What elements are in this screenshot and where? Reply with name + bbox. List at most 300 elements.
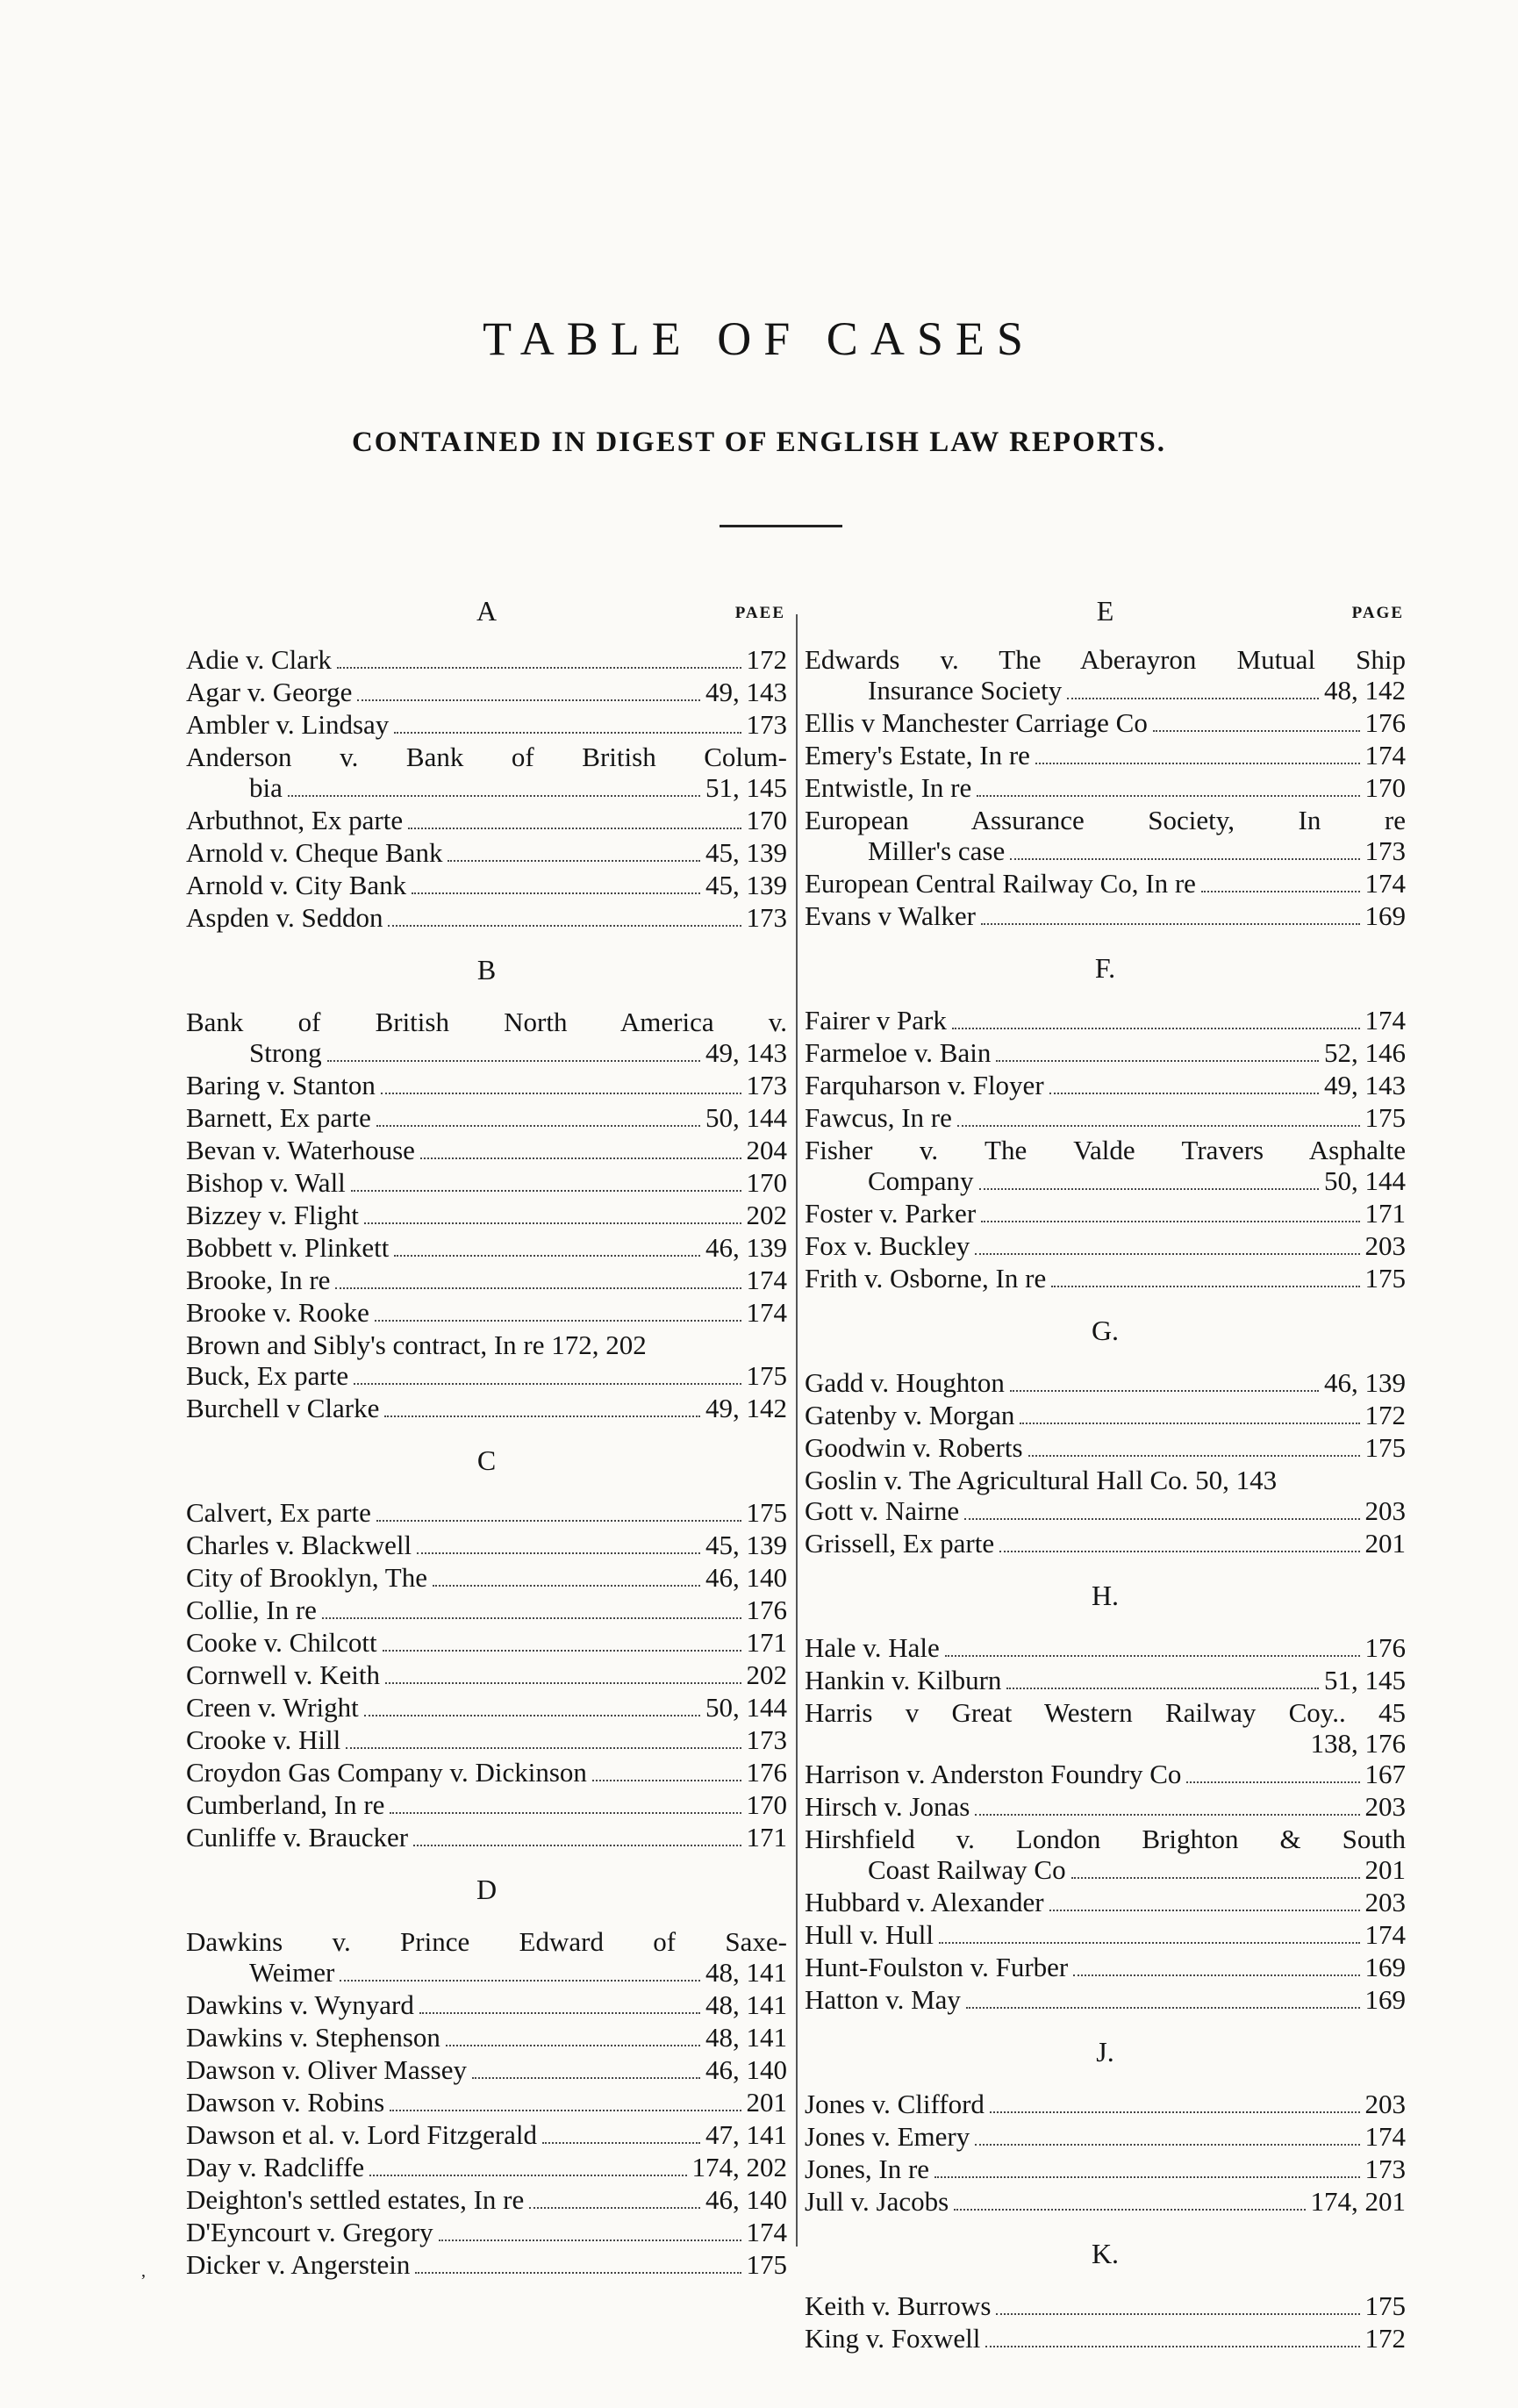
case-entry — [186, 709, 787, 742]
case-name: Bishop v. Wall — [186, 1167, 346, 1198]
case-name: Bobbett v. Plinkett — [186, 1232, 390, 1263]
section-letter: B — [476, 954, 497, 985]
dot-leader — [375, 1320, 741, 1322]
dot-leader — [346, 1747, 741, 1749]
case-entry — [186, 1757, 787, 1789]
section-letter: K. — [1091, 2238, 1120, 2269]
page-ref: 169 — [1364, 1952, 1406, 1982]
page-ref: 50, 144 — [1324, 1165, 1406, 1196]
case-name: Keith v. Burrows — [805, 2290, 992, 2321]
case-entry — [805, 1495, 1406, 1528]
case-entry — [805, 1824, 1406, 1887]
page-ref: 46, 140 — [705, 2054, 787, 2085]
dot-leader — [351, 1190, 741, 1192]
page-ref: 46, 140 — [705, 2184, 787, 2215]
dot-leader — [1067, 698, 1319, 699]
case-name: Gott v. Nairne — [805, 1495, 960, 1526]
dot-leader — [472, 2077, 700, 2079]
case-entry — [186, 2054, 787, 2087]
case-line — [805, 1005, 1406, 1037]
page-ref: 46, 140 — [705, 1562, 787, 1593]
case-line — [805, 1165, 1406, 1198]
case-name: Company — [868, 1165, 974, 1196]
case-name: Farquharson v. Floyer — [805, 1070, 1044, 1100]
case-name: Collie, In re — [186, 1595, 317, 1625]
dot-leader — [542, 2142, 700, 2144]
case-name: Emery's Estate, In re — [805, 740, 1030, 770]
case-entry — [805, 2186, 1406, 2218]
dot-leader — [337, 667, 741, 669]
page-ref: 174 — [1364, 2121, 1406, 2152]
page-ref: 49, 142 — [705, 1393, 787, 1423]
page-ref: 46, 139 — [705, 1232, 787, 1263]
case-line — [186, 1757, 787, 1789]
case-name: Entwistle, In re — [805, 772, 972, 803]
case-entry — [805, 1135, 1406, 1198]
case-entry — [805, 1632, 1406, 1665]
case-entry — [186, 902, 787, 935]
case-entry — [805, 1919, 1406, 1952]
dot-leader — [1186, 1781, 1359, 1783]
column-divider — [796, 614, 798, 2247]
page-ref: 170 — [746, 1789, 787, 1820]
dot-leader — [1051, 1286, 1359, 1287]
case-name: D'Eyncourt v. Gregory — [186, 2217, 433, 2247]
dot-leader — [364, 1715, 700, 1716]
case-line — [805, 1037, 1406, 1070]
case-line — [186, 870, 787, 902]
case-entry — [186, 1926, 787, 1989]
page-ref: 176 — [1364, 707, 1406, 738]
case-entry — [186, 2152, 787, 2184]
dot-leader — [413, 1845, 741, 1846]
case-entry — [805, 1887, 1406, 1919]
case-entry — [186, 1360, 787, 1393]
page-ref: 48, 142 — [1324, 675, 1406, 706]
page-ref: 167 — [1364, 1759, 1406, 1789]
page-ref: 174 — [746, 2217, 787, 2247]
case-name: Fox v. Buckley — [805, 1230, 970, 1261]
page-ref: 174, 202 — [691, 2152, 787, 2182]
case-entry — [805, 1102, 1406, 1135]
page-ref: 50, 144 — [705, 1102, 787, 1133]
dot-leader — [415, 2272, 741, 2274]
case-entry — [186, 1989, 787, 2022]
case-line — [186, 2249, 787, 2282]
case-name: Farmeloe v. Bain — [805, 1037, 992, 1068]
dot-leader — [412, 892, 700, 894]
page-ref: 173 — [746, 709, 787, 740]
case-name: Jones, In re — [805, 2154, 930, 2184]
dot-leader — [390, 2110, 741, 2111]
dot-leader — [985, 2346, 1359, 2347]
case-line — [186, 1627, 787, 1659]
case-line — [186, 902, 787, 935]
case-line — [186, 2184, 787, 2217]
case-name: Jones v. Emery — [805, 2121, 970, 2152]
case-name: Brooke v. Rooke — [186, 1297, 369, 1328]
dot-leader — [1049, 1910, 1360, 1911]
page-ref: 51, 145 — [705, 772, 787, 803]
case-name: Jones v. Clifford — [805, 2089, 985, 2119]
dot-leader — [977, 795, 1359, 797]
case-name: Frith v. Osborne, In re — [805, 1263, 1047, 1294]
case-entry — [805, 2290, 1406, 2323]
dot-leader — [419, 2012, 700, 2014]
dot-leader — [288, 795, 700, 797]
dot-leader — [1006, 1688, 1319, 1689]
dot-leader — [1020, 1423, 1359, 1424]
case-entry — [805, 1400, 1406, 1432]
case-entry — [186, 1659, 787, 1692]
case-line — [805, 1432, 1406, 1465]
case-line — [186, 677, 787, 709]
page-ref: 202 — [746, 1200, 787, 1230]
page-ref: 174 — [746, 1297, 787, 1328]
case-entry — [186, 2119, 787, 2152]
dot-leader — [529, 2207, 700, 2209]
page-ref: 49, 143 — [1324, 1070, 1406, 1100]
case-name: Buck, Ex parte — [186, 1360, 349, 1391]
page-ref: 173 — [1364, 2154, 1406, 2184]
case-line — [805, 1759, 1406, 1791]
case-entry — [805, 1070, 1406, 1102]
case-name: Dawson v. Oliver Massey — [186, 2054, 467, 2085]
dot-leader — [1049, 1093, 1319, 1094]
case-name: Fawcus, In re — [805, 1102, 952, 1133]
case-entry — [186, 1789, 787, 1822]
case-name: Cornwell v. Keith — [186, 1659, 380, 1690]
page-ref: 201 — [1364, 1854, 1406, 1885]
case-entry — [805, 1230, 1406, 1263]
page-ref: 171 — [746, 1627, 787, 1658]
case-line — [805, 2154, 1406, 2186]
case-line — [186, 1135, 787, 1167]
case-line — [805, 900, 1406, 933]
case-entry — [186, 1102, 787, 1135]
case-entry — [805, 2323, 1406, 2355]
case-name: bia — [249, 772, 283, 803]
case-line — [805, 1263, 1406, 1295]
case-entry — [186, 1627, 787, 1659]
case-line — [186, 772, 787, 805]
title-rule — [720, 525, 842, 527]
dot-leader — [999, 1551, 1359, 1552]
case-line — [805, 1070, 1406, 1102]
case-name: Adie v. Clark — [186, 644, 332, 675]
page-ref: 203 — [1364, 1230, 1406, 1261]
case-entry — [186, 1265, 787, 1297]
case-name: Evans v Walker — [805, 900, 976, 931]
case-entry — [805, 1791, 1406, 1824]
case-line — [186, 1360, 787, 1393]
page-ref: 203 — [1364, 2089, 1406, 2119]
case-line — [186, 1659, 787, 1692]
case-name: Weimer — [249, 1957, 335, 1988]
case-entry — [805, 772, 1406, 805]
section-letter: J. — [1096, 2036, 1114, 2068]
case-line — [186, 1822, 787, 1854]
section-letter: D — [476, 1874, 498, 1905]
case-entry — [805, 1759, 1406, 1791]
case-name: Deighton's settled estates, In re — [186, 2184, 525, 2215]
case-name: Burchell v Clarke — [186, 1393, 380, 1423]
dot-leader — [420, 1157, 741, 1159]
case-name: Calvert, Ex parte — [186, 1497, 371, 1528]
case-line — [186, 1393, 787, 1425]
case-entry — [186, 1200, 787, 1232]
page-ref: 48, 141 — [705, 2022, 787, 2053]
dot-leader — [357, 699, 700, 701]
case-entry — [186, 2022, 787, 2054]
case-line: Brown and Sibly's contract, In re 172, 202 — [186, 1329, 647, 1360]
page-title: TABLE OF CASES — [483, 312, 1035, 365]
case-entry — [186, 1692, 787, 1724]
page-ref: 172 — [746, 644, 787, 675]
section-letter: F. — [1094, 952, 1116, 984]
page-ref: 172 — [1364, 1400, 1406, 1430]
page-ref: 204 — [746, 1135, 787, 1165]
page-ref: 201 — [746, 2087, 787, 2118]
case-entry — [186, 1232, 787, 1265]
dot-leader — [394, 732, 741, 734]
dot-leader — [934, 2176, 1359, 2178]
case-line — [186, 1957, 787, 1989]
case-line — [186, 1037, 787, 1070]
column-header — [805, 595, 1406, 644]
case-line — [805, 675, 1406, 707]
case-name: Aspden v. Seddon — [186, 902, 383, 933]
case-name: Ambler v. Lindsay — [186, 709, 390, 740]
case-line — [186, 1167, 787, 1200]
page-ref: 170 — [746, 1167, 787, 1198]
case-line — [805, 2121, 1406, 2154]
dot-leader — [394, 1255, 700, 1257]
page-ref: 174 — [746, 1265, 787, 1295]
case-entry — [805, 1665, 1406, 1697]
case-entry — [805, 1005, 1406, 1037]
case-entry — [186, 1007, 787, 1070]
dot-leader — [390, 1812, 741, 1814]
page-subtitle: CONTAINED IN DIGEST OF ENGLISH LAW REPORTS. — [351, 426, 1167, 458]
case-name: City of Brooklyn, The — [186, 1562, 427, 1593]
case-entry — [186, 644, 787, 677]
case-entry — [805, 900, 1406, 933]
case-entry — [186, 1329, 787, 1360]
dot-leader — [975, 2144, 1359, 2146]
case-name: Day v. Radcliffe — [186, 2152, 365, 2182]
dot-leader — [1035, 763, 1360, 764]
page-ref: 174 — [1364, 868, 1406, 899]
case-name: Gadd v. Houghton — [805, 1367, 1005, 1398]
page-ref: 173 — [746, 902, 787, 933]
case-name: Bevan v. Waterhouse — [186, 1135, 415, 1165]
dot-leader — [966, 2007, 1360, 2009]
case-line — [186, 2087, 787, 2119]
dot-leader — [981, 923, 1360, 925]
case-name: Arbuthnot, Ex parte — [186, 805, 404, 835]
case-line — [186, 2054, 787, 2087]
case-name: Dawkins v. Wynyard — [186, 1989, 414, 2020]
case-entry — [186, 1595, 787, 1627]
case-entry — [186, 2249, 787, 2282]
page-ref: 174 — [1364, 1005, 1406, 1036]
case-line — [186, 1497, 787, 1530]
case-line — [805, 2323, 1406, 2355]
dot-leader — [376, 1125, 700, 1127]
dot-leader — [1201, 891, 1360, 892]
case-name: Cooke v. Chilcott — [186, 1627, 377, 1658]
page-ref: 175 — [746, 1497, 787, 1528]
case-line: Harris v Great Western Railway Coy.. 45 — [805, 1697, 1406, 1728]
page-ref: 51, 145 — [1324, 1665, 1406, 1695]
page-ref: 174 — [1364, 1919, 1406, 1950]
case-line — [186, 1265, 787, 1297]
page-ref: 203 — [1364, 1887, 1406, 1917]
dot-leader — [1071, 1877, 1360, 1879]
case-entry — [186, 870, 787, 902]
case-line — [186, 1200, 787, 1232]
case-name: Dawson v. Robins — [186, 2087, 385, 2118]
page-column-label: PAEE — [734, 604, 785, 622]
case-name: Agar v. George — [186, 677, 353, 707]
dot-leader — [381, 1093, 741, 1094]
case-entry — [805, 707, 1406, 740]
case-entry — [186, 1297, 787, 1329]
case-entry — [186, 677, 787, 709]
case-name: Hunt-Foulston v. Furber — [805, 1952, 1069, 1982]
case-entry — [805, 740, 1406, 772]
case-entry — [805, 2089, 1406, 2121]
case-entry — [805, 1697, 1406, 1759]
case-line — [186, 2022, 787, 2054]
page-ref: 174, 201 — [1310, 2186, 1406, 2217]
column-header — [186, 595, 787, 644]
page-ref: 203 — [1364, 1495, 1406, 1526]
dot-leader — [981, 1221, 1359, 1222]
case-name: Ellis v Manchester Carriage Co — [805, 707, 1148, 738]
case-entry — [805, 1952, 1406, 1984]
case-name: Miller's case — [868, 835, 1006, 866]
case-line — [186, 1232, 787, 1265]
dot-leader — [388, 925, 741, 927]
case-entry — [805, 644, 1406, 707]
case-line — [805, 1230, 1406, 1263]
case-line — [805, 1919, 1406, 1952]
dot-leader — [340, 1980, 700, 1982]
case-entry — [805, 1263, 1406, 1295]
case-entry — [805, 1367, 1406, 1400]
case-entry — [186, 805, 787, 837]
margin-mark: ’ — [140, 2271, 147, 2290]
case-entry — [186, 1562, 787, 1595]
page-ref: 49, 143 — [705, 677, 787, 707]
case-line — [186, 644, 787, 677]
page-ref: 175 — [1364, 1432, 1406, 1463]
case-line — [186, 1070, 787, 1102]
case-entry — [805, 1198, 1406, 1230]
case-line: Anderson v. Bank of British Colum- — [186, 742, 787, 772]
case-line — [186, 1530, 787, 1562]
case-name: Brooke, In re — [186, 1265, 331, 1295]
page-ref: 176 — [746, 1757, 787, 1788]
page-ref: 173 — [746, 1724, 787, 1755]
page-ref: 47, 141 — [705, 2119, 787, 2150]
case-name: Dawkins v. Stephenson — [186, 2022, 440, 2053]
page-ref: 176 — [1364, 1632, 1406, 1663]
section-letter: G. — [1091, 1315, 1120, 1346]
case-name: Foster v. Parker — [805, 1198, 977, 1229]
case-entry — [805, 805, 1406, 868]
page-ref: 46, 139 — [1324, 1367, 1406, 1398]
section-letter: E — [1096, 595, 1114, 627]
dot-leader — [975, 1814, 1359, 1816]
case-entry — [186, 1167, 787, 1200]
section-letter: H. — [1091, 1580, 1120, 1611]
case-entry — [805, 1984, 1406, 2017]
page-ref: 172 — [1364, 2323, 1406, 2354]
case-line — [805, 1198, 1406, 1230]
dot-leader — [592, 1780, 741, 1781]
case-line — [805, 1854, 1406, 1887]
dot-leader — [322, 1617, 741, 1619]
dot-leader — [439, 2240, 741, 2241]
dot-leader — [1010, 1390, 1319, 1392]
case-entry — [805, 2121, 1406, 2154]
case-name: King v. Foxwell — [805, 2323, 981, 2354]
column-right — [805, 595, 1406, 2355]
case-entry — [186, 1135, 787, 1167]
page-ref: 175 — [746, 1360, 787, 1391]
case-line: Hirshfield v. London Brighton & South — [805, 1824, 1406, 1854]
dot-leader — [448, 860, 700, 862]
case-name: Grissell, Ex parte — [805, 1528, 995, 1559]
dot-leader — [408, 828, 741, 829]
case-line: 138, 176 — [1310, 1728, 1406, 1759]
case-line — [186, 1562, 787, 1595]
case-entry — [186, 2217, 787, 2249]
case-name: Dicker v. Angerstein — [186, 2249, 411, 2280]
case-entry — [186, 2184, 787, 2217]
dot-leader — [433, 1585, 700, 1587]
case-line — [186, 1297, 787, 1329]
case-line — [186, 805, 787, 837]
page-ref: 45, 139 — [705, 837, 787, 868]
case-entry — [186, 1497, 787, 1530]
case-line — [805, 835, 1406, 868]
case-name: Crooke v. Hill — [186, 1724, 341, 1755]
case-line — [805, 1632, 1406, 1665]
case-line: Edwards v. The Aberayron Mutual Ship — [805, 644, 1406, 675]
case-line — [186, 1724, 787, 1757]
dot-leader — [945, 1655, 1360, 1657]
case-line — [805, 707, 1406, 740]
page-ref: 45, 139 — [705, 1530, 787, 1560]
case-name: Cunliffe v. Braucker — [186, 1822, 409, 1853]
case-name: Charles v. Blackwell — [186, 1530, 412, 1560]
dot-leader — [446, 2045, 700, 2046]
case-line — [186, 2119, 787, 2152]
dot-leader — [964, 1518, 1359, 1520]
page-ref: 169 — [1364, 900, 1406, 931]
page-ref: 202 — [746, 1659, 787, 1690]
page-ref: 175 — [746, 2249, 787, 2280]
case-line: Goslin v. The Agricultural Hall Co. 50, 143 — [805, 1465, 1278, 1495]
page-ref: 171 — [1364, 1198, 1406, 1229]
case-entry — [186, 742, 787, 805]
dot-leader — [996, 2313, 1359, 2315]
case-name: Dawson et al. v. Lord Fitzgerald — [186, 2119, 538, 2150]
